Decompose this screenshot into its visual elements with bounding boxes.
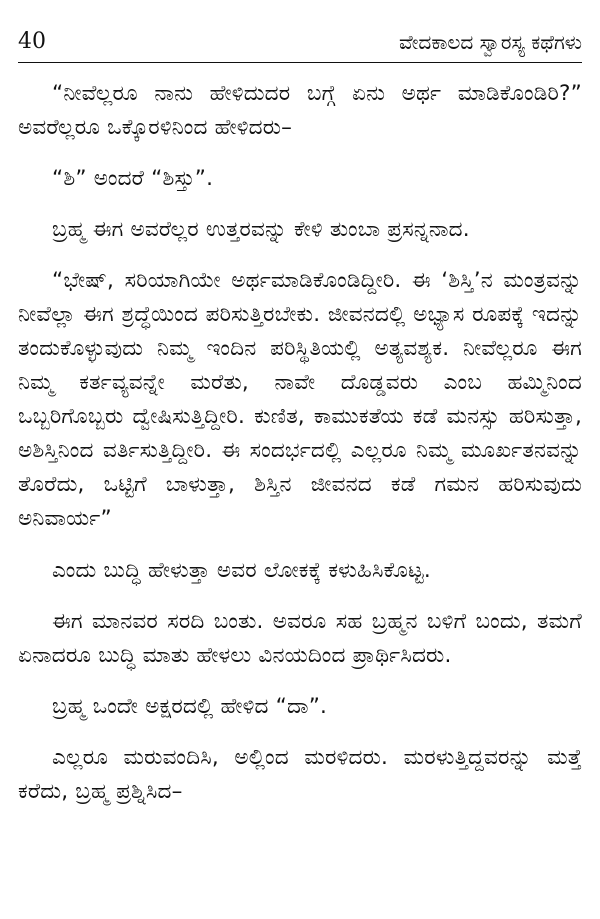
- page-body: [18, 77, 582, 809]
- paragraph-humans-turn: ಈಗ ಮಾನವರ ಸರದಿ ಬಂತು. ಅವರೂ ಸಹ ಬ್ರಹ್ಮನ ಬಳಿಗೆ ಬಂದು, ತಮಗೆ ಏನಾದರೂ ಬುದ್ಧಿ ಮಾತು ಹೇಳಲು ವಿನಯದಿಂದ ಪ್ರಾರ್ಥಿಸಿದರು.: [18, 609, 582, 668]
- paragraph-question: “ನೀವೆಲ್ಲರೂ ನಾನು ಹೇಳಿದುದರ ಬಗ್ಗೆ ಏನು ಅರ್ಥ ಮಾಡಿಕೊಂಡಿರಿ?” ಅವರೆಲ್ಲರೂ ಒಕ್ಕೊರಳಿನಿಂದ ಹೇಳಿದರು–: [18, 81, 582, 140]
- paragraph-da: ಬ್ರಹ್ಮ ಒಂದೇ ಅಕ್ಷರದಲ್ಲಿ ಹೇಳಿದ “ದಾ”.: [52, 694, 328, 719]
- paragraph-brahma-pleased: ಬ್ರಹ್ಮ ಈಗ ಅವರೆಲ್ಲರ ಉತ್ತರವನ್ನು ಕೇಳಿ ತುಂಬಾ ಪ್ರಸನ್ನನಾದ.: [52, 217, 470, 242]
- paragraph-returning: ಎಲ್ಲರೂ ಮರುವಂದಿಸಿ, ಅಲ್ಲಿಂದ ಮರಳಿದರು. ಮರಳುತ್ತಿದ್ದವರನ್ನು ಮತ್ತೆ ಕರೆದು, ಬ್ರಹ್ಮ ಪ್ರಶ್ನಿಸಿದ–: [18, 745, 582, 804]
- running-title: ವೇದಕಾಲದ ಸ್ವಾರಸ್ಯ ಕಥೆಗಳು: [399, 30, 582, 54]
- paragraph-shi-answer: “ಶಿ” ಅಂದರೆ “ಶಿಸ್ತು”.: [52, 166, 214, 191]
- paragraph-sent-back: ಎಂದು ಬುದ್ಧಿ ಹೇಳುತ್ತಾ ಅವರ ಲೋಕಕ್ಕೆ ಕಳುಹಿಸಿಕೊಟ್ಟ.: [52, 558, 431, 583]
- page-header: [18, 28, 582, 63]
- page-number: 40: [18, 29, 46, 54]
- paragraph-brahma-advice: “ಭೇಷ್, ಸರಿಯಾಗಿಯೇ ಅರ್ಥಮಾಡಿಕೊಂಡಿದ್ದೀರಿ. ಈ ‘ಶಿಸ್ತಿ’ನ ಮಂತ್ರವನ್ನು ನೀವೆಲ್ಲಾ ಈಗ ಶ್ರದ್ಧೆಯಿಂದ ಪರಿಸುತ್ತಿರಬೇಕು. ಜೀವನದಲ್ಲಿ ಅಭ್ಯಾಸ ರೂಪಕ್ಕೆ ಇದನ್ನು ತಂದುಕೊಳ್ಳುವುದು ನಿಮ್ಮ ಇಂದಿನ ಪರಿಸ್ಥಿತಿಯಲ್ಲಿ ಅತ್ಯವಶ್ಯಕ. ನೀವೆಲ್ಲರೂ ಈಗ ನಿಮ್ಮ ಕರ್ತವ್ಯವನ್ನೇ ಮರೆತು, ನಾವೇ ದೊಡ್ಡವರು ಎಂಬ ಹಮ್ಮಿನಿಂದ ಒಬ್ಬರಿಗೊಬ್ಬರು ದ್ವೇಷಿಸುತ್ತಿದ್ದೀರಿ. ಕುಣಿತ, ಕಾಮುಕತೆಯ ಕಡೆ ಮನಸ್ಸು ಹರಿಸುತ್ತಾ, ಅಶಿಸ್ತಿನಿಂದ ವರ್ತಿಸುತ್ತಿದ್ದೀರಿ. ಈ ಸಂದರ್ಭದಲ್ಲಿ ಎಲ್ಲರೂ ನಿಮ್ಮ ಮೂರ್ಖತನವನ್ನು ತೊರೆದು, ಒಟ್ಟಿಗೆ ಬಾಳುತ್ತಾ, ಶಿಸ್ತಿನ ಜೀವನದ ಕಡೆ ಗಮನ ಹರಿಸುವುದು ಅನಿವಾರ್ಯ”: [18, 268, 582, 531]
